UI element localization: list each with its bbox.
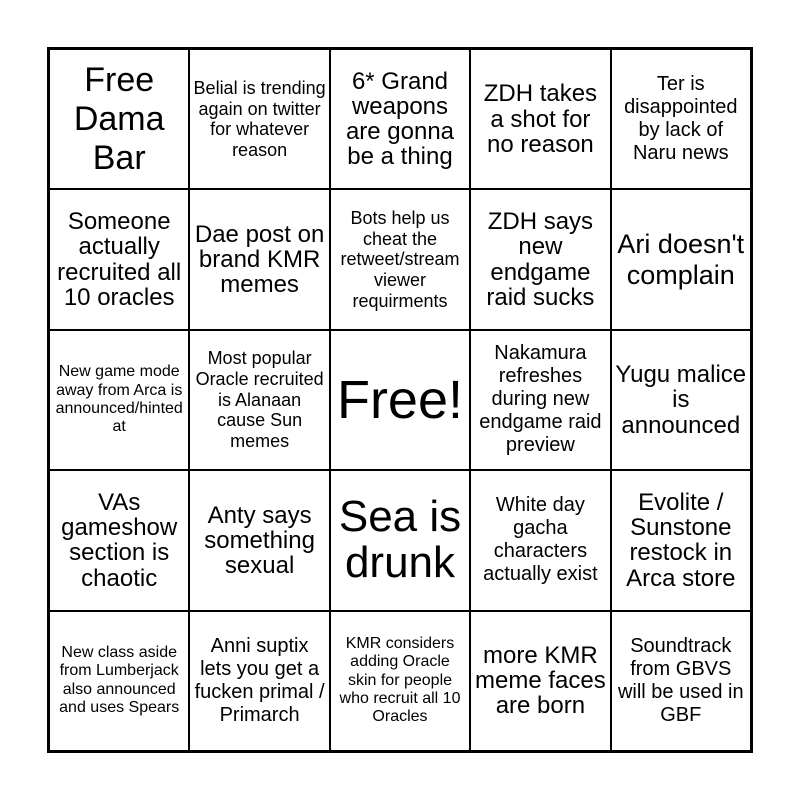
bingo-cell-free[interactable]: Free!: [330, 330, 470, 470]
bingo-cell-r5-c1[interactable]: New class aside from Lumberjack also announced and uses Spears: [49, 611, 189, 751]
bingo-cell-r2-c4[interactable]: ZDH says new endgame raid sucks: [470, 189, 610, 329]
bingo-cell-r4-c1[interactable]: VAs gameshow section is chaotic: [49, 470, 189, 610]
bingo-cell-r4-c2[interactable]: Anty says something sexual: [189, 470, 329, 610]
bingo-cell-r2-c3[interactable]: Bots help us cheat the retweet/stream viewer requirments: [330, 189, 470, 329]
bingo-cell-r1-c1[interactable]: Free Dama Bar: [49, 49, 189, 189]
bingo-cell-r3-c2[interactable]: Most popular Oracle recruited is Alanaan cause Sun memes: [189, 330, 329, 470]
bingo-cell-r2-c5[interactable]: Ari doesn't complain: [611, 189, 751, 329]
bingo-cell-r5-c2[interactable]: Anni suptix lets you get a fucken primal / Primarch: [189, 611, 329, 751]
bingo-cell-r5-c4[interactable]: more KMR meme faces are born: [470, 611, 610, 751]
bingo-cell-r5-c3[interactable]: KMR considers adding Oracle skin for people who recruit all 10 Oracles: [330, 611, 470, 751]
bingo-cell-r4-c5[interactable]: Evolite / Sunstone restock in Arca store: [611, 470, 751, 610]
bingo-board: [47, 47, 753, 753]
bingo-cell-r3-c1[interactable]: New game mode away from Arca is announced/hinted at: [49, 330, 189, 470]
bingo-cell-r4-c3[interactable]: Sea is drunk: [330, 470, 470, 610]
bingo-cell-r3-c4[interactable]: Nakamura refreshes during new endgame raid preview: [470, 330, 610, 470]
bingo-cell-r1-c2[interactable]: Belial is trending again on twitter for whatever reason: [189, 49, 329, 189]
bingo-cell-r2-c1[interactable]: Someone actually recruited all 10 oracles: [49, 189, 189, 329]
bingo-cell-r1-c4[interactable]: ZDH takes a shot for no reason: [470, 49, 610, 189]
bingo-cell-r4-c4[interactable]: White day gacha characters actually exist: [470, 470, 610, 610]
bingo-cell-r5-c5[interactable]: Soundtrack from GBVS will be used in GBF: [611, 611, 751, 751]
bingo-cell-r1-c5[interactable]: Ter is disappointed by lack of Naru news: [611, 49, 751, 189]
bingo-cell-r2-c2[interactable]: Dae post on brand KMR memes: [189, 189, 329, 329]
bingo-cell-r1-c3[interactable]: 6* Grand weapons are gonna be a thing: [330, 49, 470, 189]
bingo-cell-r3-c5[interactable]: Yugu malice is announced: [611, 330, 751, 470]
